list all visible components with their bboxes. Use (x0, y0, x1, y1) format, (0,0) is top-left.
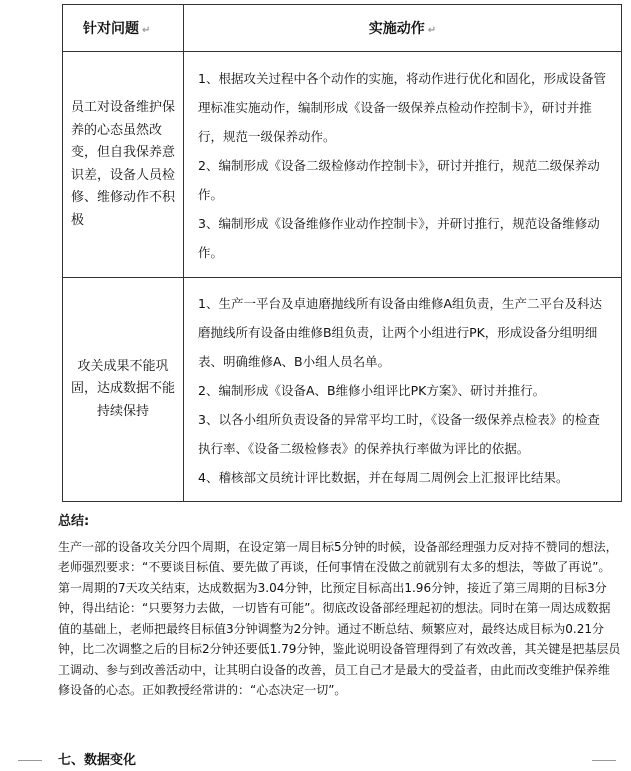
action-item: 3、编制形成《设备维修作业动作控制卡》，并研讨推行，规范设备维修动作。 (198, 216, 600, 260)
actions-cell (184, 52, 622, 278)
action-item: 2、编制形成《设备二级检修动作控制卡》，研讨并推行，规范二级保养动作。 (198, 158, 600, 202)
summary-section (58, 512, 621, 701)
header-issue: 针对问题 ↵ (63, 5, 184, 52)
issue-cell: 员工对设备维护保养的心态虽然改变，但自我保养意识差，设备人员检修、维修动作不积极 (63, 52, 184, 278)
action-item: 2、编制形成《设备A、B维修小组评比PK方案》、研讨并推行。 (198, 383, 546, 398)
table-header-row (63, 5, 622, 52)
action-item: 1、根据攻关过程中各个动作的实施，将动作进行优化和固化，形成设备管理标准实施动作，编制形成《设备一级保养点检动作控制卡》，研讨并推行，规范一级保养动作。 (198, 71, 606, 144)
page-corner-mark (592, 760, 616, 761)
paragraph-mark: ↵ (427, 25, 437, 36)
action-item: 1、生产一平台及卓迪磨抛线所有设备由维修A组负责，生产二平台及科达磨抛线所有设备由维修B组负责，让两个小组进行PK，形成设备分组明细表、明确维修A、B小组人员名单。 (198, 296, 603, 369)
table-row (63, 278, 622, 502)
section-heading: 七、数据变化 (58, 753, 137, 768)
page-corner-mark (18, 760, 42, 761)
summary-title: 总结: (58, 514, 90, 529)
issue-cell: 攻关成果不能巩固，达成数据不能持续保持 (63, 278, 184, 502)
paragraph-mark: ↵ (142, 25, 151, 36)
summary-paragraph: 第一周期的7天攻关结束，达成数据为3.04分钟，比预定目标高出1.96分钟，接近了第三周期的目标3分钟，得出结论：“只要努力去做，一切皆有可能”。彻底改设备部经理起初的想法。同时在第一周达成数据值的基础上，老师把最终目标值3分钟调整为2分钟。通过不断总结、频繁应对，最终达成目标为0.21分钟，比二次调整之后的目标2分钟还要低1.79分钟，鉴此说明设备管理得到了有效改善，其关键是把基层员工调动、参与到改善活动中，让其明白设备的改善，员工自己才是最大的受益者，由此而改变维护保养维修设备的心态。正如教授经常讲的：“心态决定一切”。 (58, 580, 621, 697)
summary-paragraph: 生产一部的设备攻关分四个周期，在设定第一周目标5分钟的时候，设备部经理强力反对持不赞同的想法，老师强烈要求：“不要谈目标值、要先做了再谈，任何事情在没做之前就别有太多的想法，等做了再说”。 (58, 539, 618, 574)
action-item: 3、以各小组所负责设备的异常平均工时，《设备一级保养点检表》的检查执行率、《设备二级检修表》的保养执行率做为评比的依据。 (198, 412, 600, 456)
table-row (63, 52, 622, 278)
header-action: 实施动作 ↵ (184, 5, 622, 52)
actions-cell (184, 278, 622, 502)
action-item: 4、稽核部文员统计评比数据，并在每周二周例会上汇报评比结果。 (198, 470, 569, 485)
issue-action-table (62, 4, 622, 502)
